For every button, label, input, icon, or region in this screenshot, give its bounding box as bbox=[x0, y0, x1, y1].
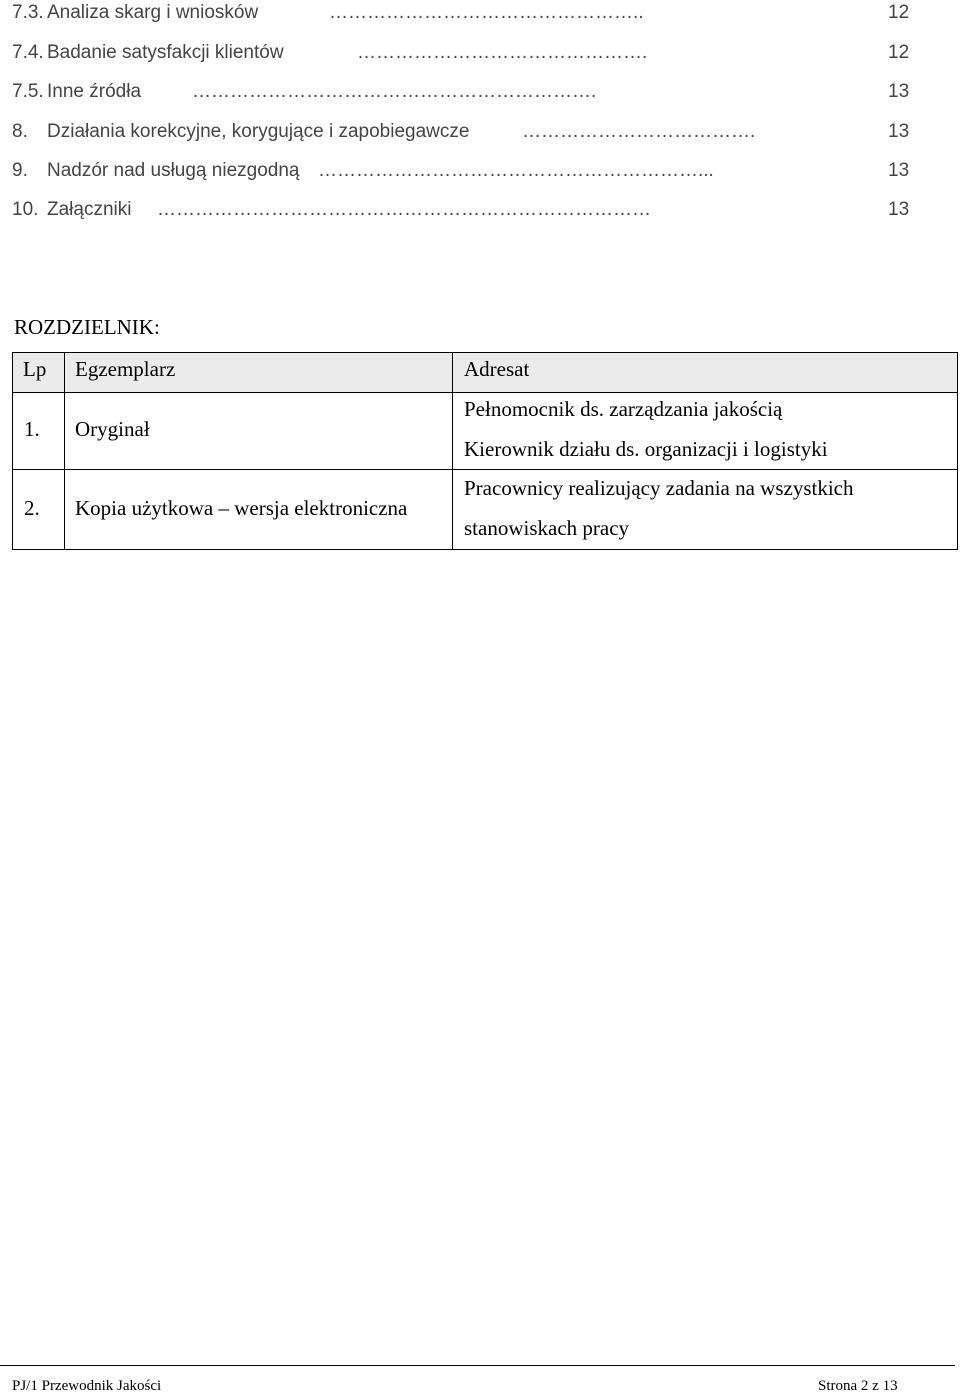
toc-title: Inne źródła bbox=[47, 81, 142, 102]
toc-leader: …………………………………………………………………… bbox=[157, 199, 651, 220]
row-1-recipient-1: Pełnomocnik ds. zarządzania jakością bbox=[464, 397, 783, 421]
toc-leader: ………………………………………. bbox=[357, 42, 648, 63]
row-2-recipient-1: Pracownicy realizujący zadania na wszystkich bbox=[464, 476, 854, 500]
row-2-copy: Kopia użytkowa – wersja elektroniczna bbox=[75, 496, 408, 520]
toc-page-number: 12 bbox=[888, 2, 910, 23]
toc-leader: ………………………………………………………. bbox=[192, 81, 597, 102]
toc-page-number: 13 bbox=[888, 199, 910, 220]
toc-number: 9. bbox=[12, 160, 28, 181]
header-recipient: Adresat bbox=[464, 357, 530, 381]
row-2-lp: 2. bbox=[24, 496, 40, 520]
row-1-recipient-2: Kierownik działu ds. organizacji i logistyki bbox=[464, 437, 828, 461]
toc-number: 10. bbox=[12, 199, 39, 220]
column-divider bbox=[452, 353, 453, 549]
footer-document-name: PJ/1 Przewodnik Jakości bbox=[12, 1378, 162, 1394]
toc-title: Analiza skarg i wniosków bbox=[47, 2, 259, 23]
toc-page-number: 13 bbox=[888, 160, 910, 181]
toc-leader: ………………………………………….. bbox=[329, 2, 644, 23]
footer-divider bbox=[0, 1365, 955, 1366]
toc-page-number: 12 bbox=[888, 42, 910, 63]
toc-number: 7.3. bbox=[12, 2, 44, 23]
toc-number: 7.4. bbox=[12, 42, 44, 63]
row-1-lp: 1. bbox=[24, 417, 40, 441]
distribution-table bbox=[12, 352, 958, 550]
toc-title: Działania korekcyjne, korygujące i zapobiegawcze bbox=[47, 121, 470, 142]
toc-leader: ……………………………………………………... bbox=[318, 160, 714, 181]
toc-number: 8. bbox=[12, 121, 28, 142]
toc-title: Nadzór nad usługą niezgodną bbox=[47, 160, 300, 181]
toc-leader: ………………………………. bbox=[522, 121, 756, 142]
toc-page-number: 13 bbox=[888, 121, 910, 142]
row-1-copy: Oryginał bbox=[75, 417, 150, 441]
toc-title: Załączniki bbox=[47, 199, 132, 220]
toc-number: 7.5. bbox=[12, 81, 44, 102]
header-lp: Lp bbox=[23, 357, 47, 381]
footer-page-number: Strona 2 z 13 bbox=[818, 1378, 898, 1394]
row-2-recipient-2: stanowiskach pracy bbox=[464, 516, 630, 540]
toc-title: Badanie satysfakcji klientów bbox=[47, 42, 284, 63]
header-copy: Egzemplarz bbox=[75, 357, 176, 381]
distribution-heading: ROZDZIELNIK: bbox=[14, 315, 160, 339]
toc-page-number: 13 bbox=[888, 81, 910, 102]
row-divider bbox=[13, 469, 957, 470]
column-divider bbox=[64, 353, 65, 549]
